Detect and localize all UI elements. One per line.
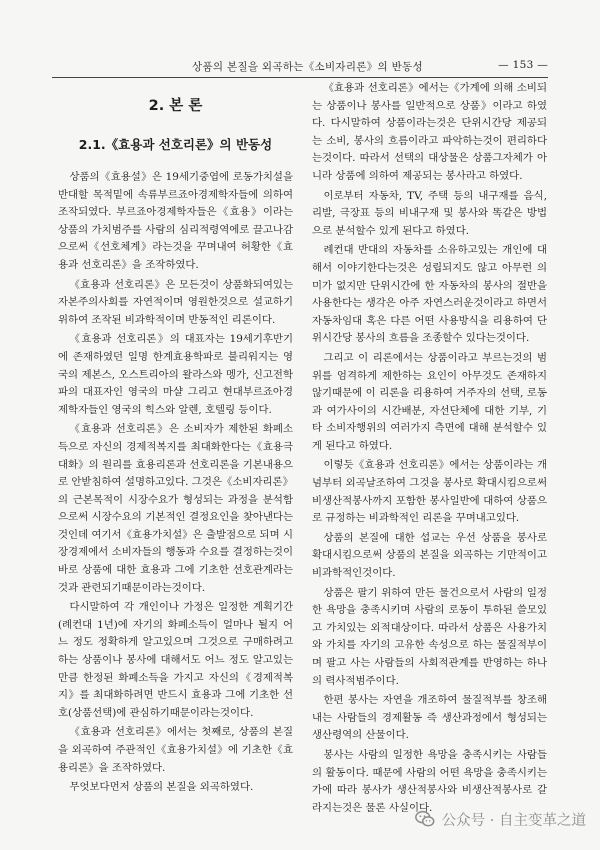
wechat-icon (414, 808, 436, 830)
paragraph: 《효용과 선호리론》에서는《가계에 의해 소비되는 상품이나 봉사를 일반적으로 상품》이라고 하였다. 다시말하여 상품이라는것은 단위시간당 제공되는 소비, 봉사의 흐름이라고 파악하는것이 편리하다는것이다. 따라서 선택의 대상물은 상품그자체가 아니라 상품에 의하여 제공되는 봉사라고 하였다. (312, 82, 547, 182)
running-header-title: 상품의 본질을 외곡하는《소비자리론》의 반동성 (192, 61, 423, 73)
paragraph: 다시말하여 각 개인이나 가정은 일정한 계획기간(례컨대 1년)에 자기의 화폐소득이 얼마나 될지 어느 정도 정확하게 알고있으며 그것으로 구매하려고 하는 상품이나 봉사에 대해서도 어느 정도 알고있는만큼 한정된 화폐소득을 가지고 자신의《경제적복지》를 최대화하려면 반드시 효용과 그에 기초한 선호(상품선택)에 관심하기때문이라는것이다. (58, 601, 293, 719)
watermark (414, 806, 586, 832)
paragraph: 《효용과 선호리론》은 소비자가 제한된 화폐소득으로 자신의 경제적복지를 최대화한다는《효용극대화》의 원리를 효용리론과 선호리론을 기본내용으로 안받침하여 설명하고있다. 그것은《소비자리론》의 근본목적이 시장수요가 형성되는 과정을 분석함으로써 시장수요의 기본적인 결정요인을 찾아낸다는것인데 여기서《효용가치설》은 출발점으로 되며 시장경제에서 소비자들의 행동과 수요를 결정하는것이 바로 상품에 대한 효용과 그에 기초한 선호관계라는것과 관련되기때문이라는것이다. (58, 423, 293, 594)
paragraph: 《효용과 선호리론》에서는 첫째로, 상품의 본질을 외곡하여 주관적인《효용가치설》에 기초한《효용리론》을 조작하였다. (58, 726, 293, 774)
paragraph: 이로부터 자동차, TV, 주택 등의 내구재를 음식, 리발, 극장표 등의 비내구재 및 봉사와 똑같은 방법으로 분석할수 있게 된다고 하였다. (312, 189, 547, 237)
paragraph: 상품의 본질에 대한 섭교는 우선 상품을 봉사로 확대시킴으로써 상품의 본질을 외곡하는 기만적이고 비과학적인것이다. (312, 531, 547, 580)
paragraph: 봉사는 사람의 일정한 욕망을 충족시키는 사람들의 활동이다. 때문에 사람의 어떤 욕망을 충족시키는가에 따라 봉사가 생산적봉사와 비생산적봉사로 갈라지는것은 물론 사실이다. (312, 748, 547, 814)
subsection-title: 2.1.《효용과 선호리론》의 반동성 (78, 137, 273, 152)
paragraph: 무엇보다먼저 상품의 본질을 외곡하였다. (69, 781, 254, 794)
running-header (52, 55, 548, 78)
right-column (312, 80, 547, 819)
left-column (58, 80, 293, 799)
paragraph: 그리고 이 리론에서는 상품이라고 부르는것의 범위를 엄격하게 제한하는 요인이 아무것도 존재하지 않기때문에 이 리론을 리용하여 거주자의 선택, 로동과 여가사이의 시간배분, 자선단체에 대한 기부, 기타 소비자행위의 여러가지 측면에 대해 분석할수 있게 된다고 하였다. (312, 351, 547, 452)
page-number: — 153 — (498, 59, 548, 71)
section-title: 2. 본 론 (148, 98, 203, 114)
paragraph: 상품의《효용설》은 19세기중엽에 로동가치설을 반대할 목적밑에 속류부르죠아경제학자들에 의하여 조작되였다. 부르죠아경제학자들은《효용》이라는 상품의 가치범주를 사람의 심리적령역에로 끌고나감으로써《선호체계》라는것을 꾸며내여 허황한《효용과 선호리론》을 조작하였다. (58, 171, 293, 271)
paragraph: 례컨대 반대의 자동차를 소유하고있는 개인에 대해서 이야기한다는것은 성립되지도 않고 아무런 의미가 없지만 단위시간에 한 자동차의 봉사의 절반을 사용한다는 생각은 아주 자연스러운것이라고 하면서 자동차임대 혹은 다른 어떤 사용방식을 리용하여 단위시간당 봉사의 흐름을 조종할수 있다는것이다. (312, 244, 547, 345)
watermark-text: 公众号 · 自主变革之道 (441, 812, 586, 829)
paragraph: 《효용과 선호리론》은 모든것이 상품화되여있는 자본주의사회를 자연적이며 영원한것으로 설교하기 위하여 조작된 비과학적이며 반동적인 리론이다. (58, 278, 293, 326)
paragraph: 이렇듯《효용과 선호리론》에서는 상품이라는 개념부터 외곡날조하여 그것을 봉사로 확대시킴으로써 비생산적봉사까지 포함한 봉사일반에 대하여 상품으로 규정하는 비과학적인 리론을 꾸며내고있다. (312, 459, 547, 525)
paragraph: 한편 봉사는 자연을 개조하여 물질적부를 창조해내는 사람들의 경제활동 즉 생산과정에서 형성되는 생산령역의 산물이다. (312, 694, 547, 742)
paragraph: 《효용과 선호리론》의 대표자는 19세기후반기에 존재하였던 일명 한계효용학파로 불리워지는 영국의 제본스, 오스트리아의 왈라스와 멩가, 신고전학파의 대표자인 영국의 마샬 그리고 현대부르죠아경제학자들인 영국의 힉스와 알렌, 호텔링 등이다. (58, 333, 293, 416)
paragraph: 상품은 팔기 위하여 만든 물건으로서 사람의 일정한 욕망을 충족시키며 사람의 로동이 투하된 쓸모있고 가치있는 외적대상이다. 따라서 상품은 사용가치와 가치를 자기의 고유한 속성으로 하는 물질적부이며 팔고 사는 사람들의 사회적관계를 반영하는 하나의 력사적범주이다. (312, 586, 547, 687)
